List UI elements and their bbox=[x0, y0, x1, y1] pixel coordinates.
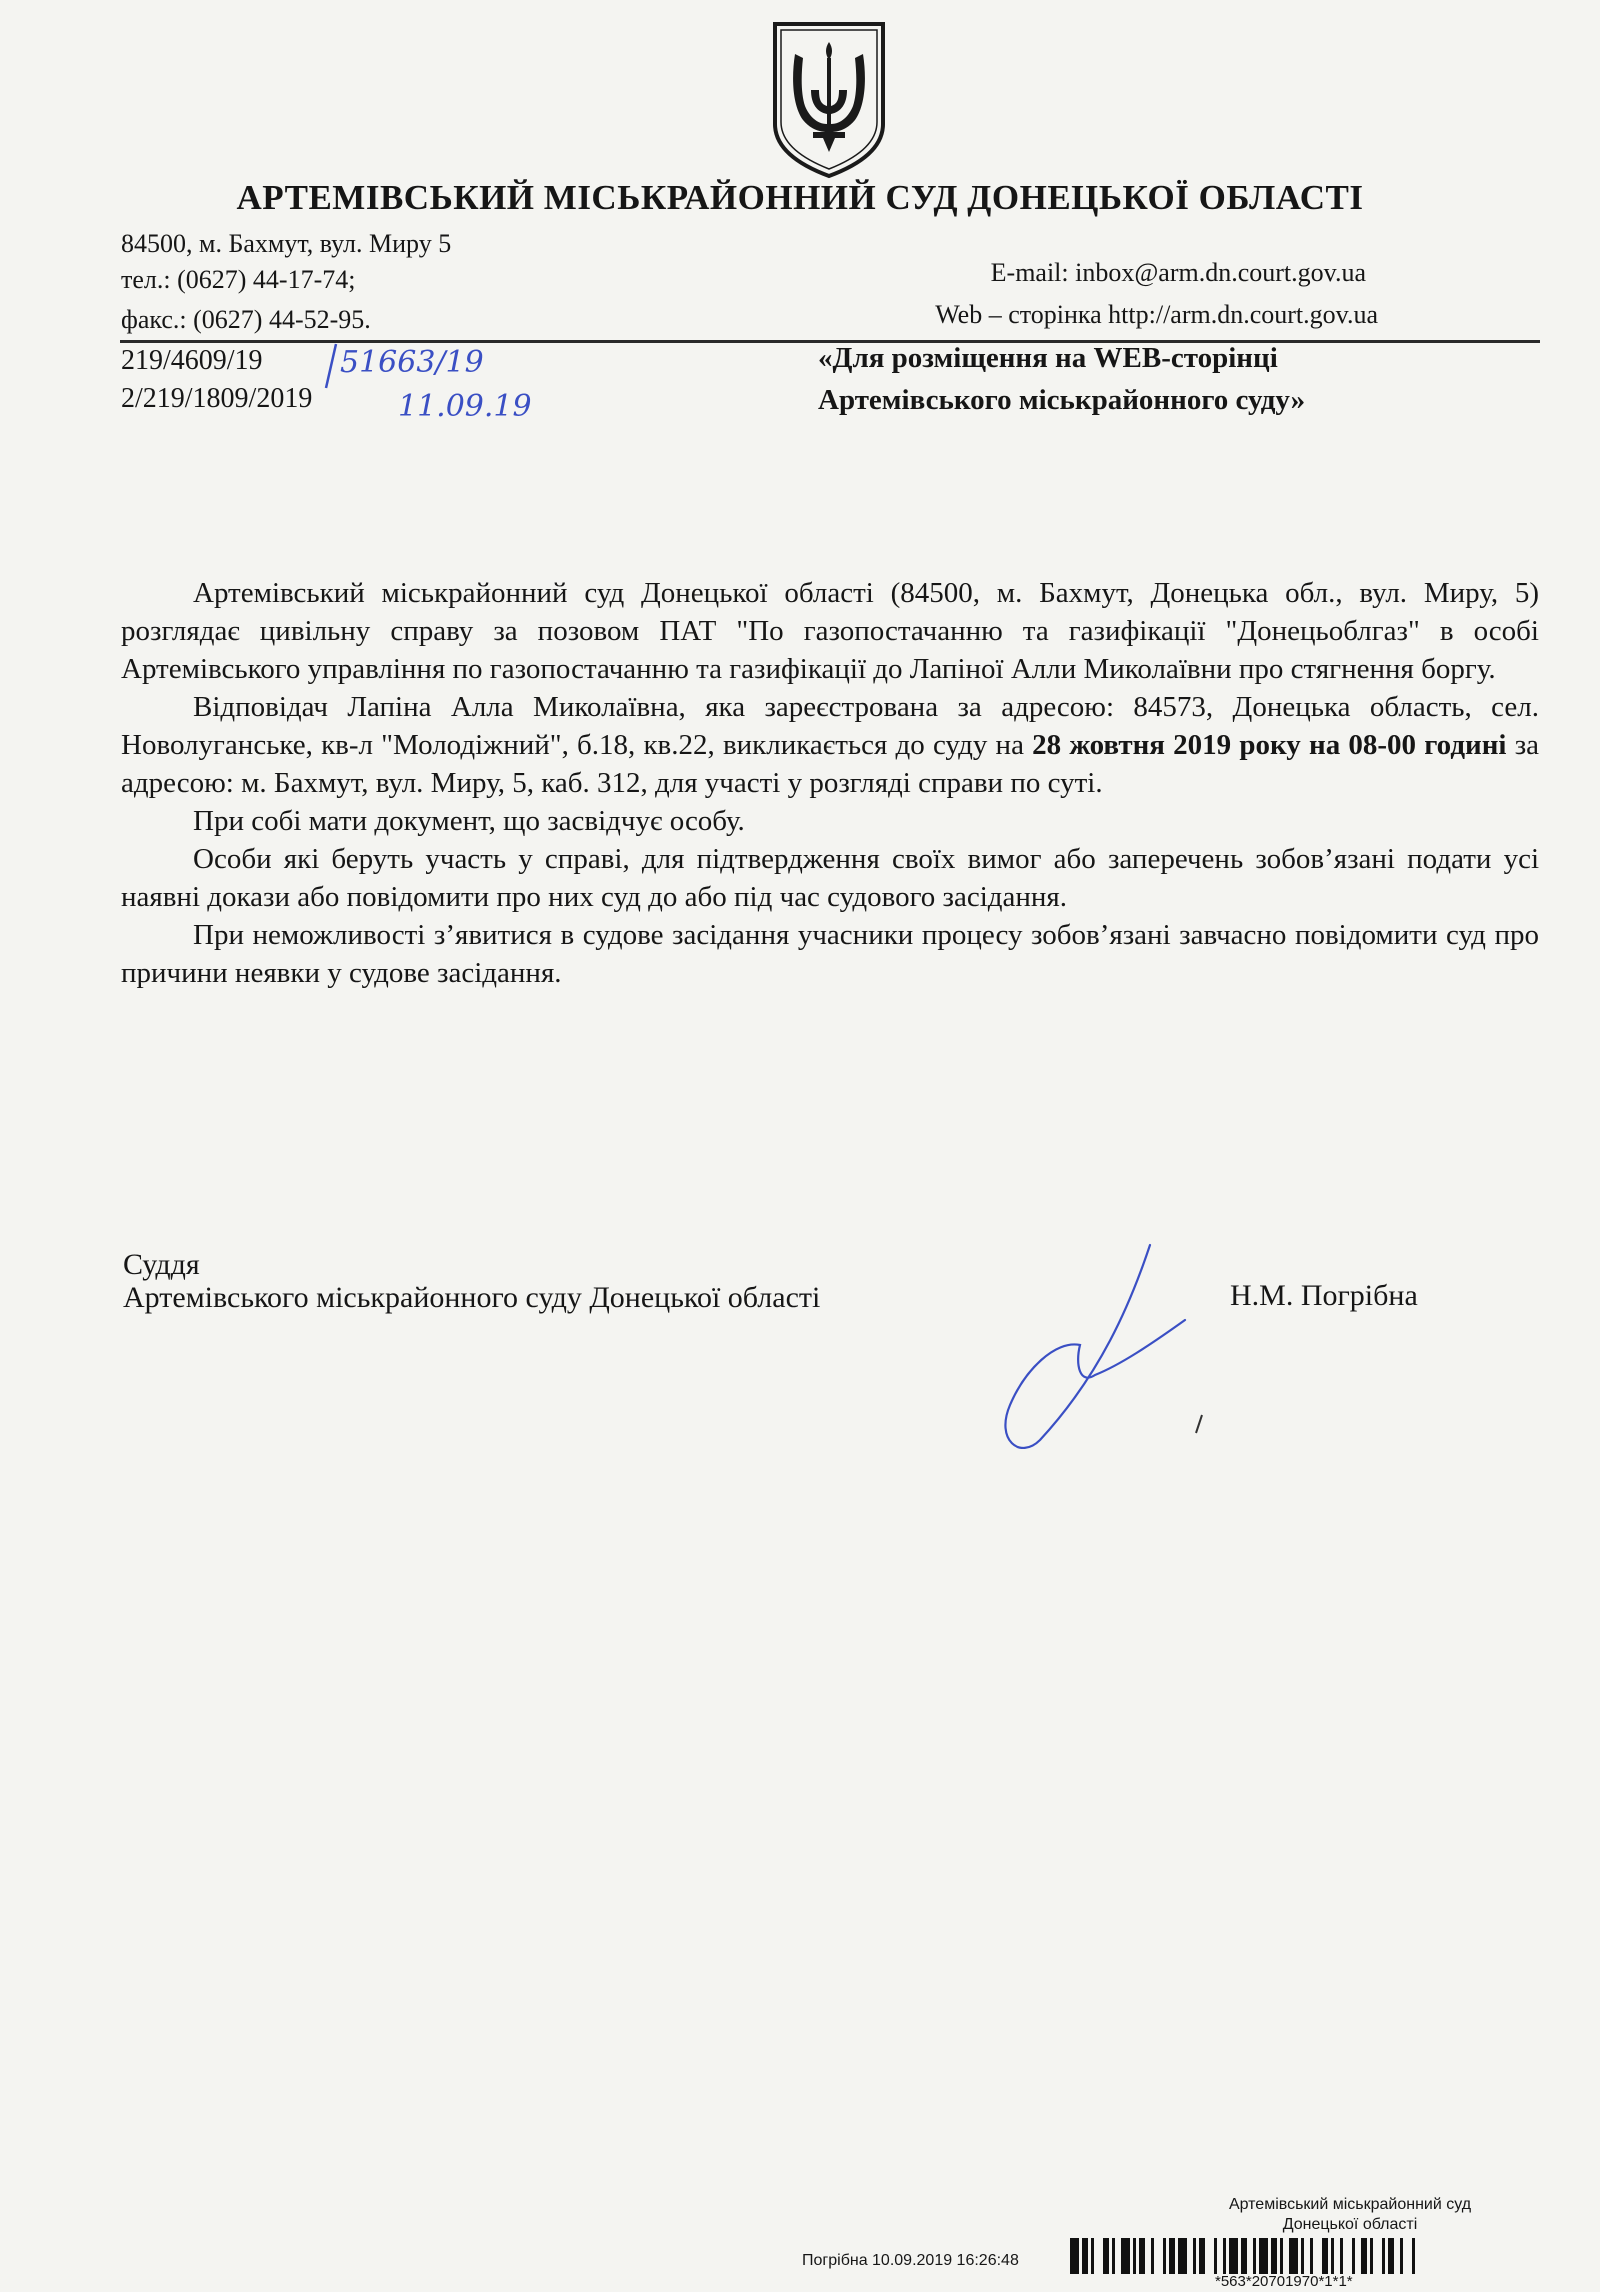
barcode-bar bbox=[1199, 2238, 1205, 2274]
barcode-bar bbox=[1388, 2238, 1394, 2274]
court-website: Web – сторінка http://arm.dn.court.gov.ua bbox=[935, 300, 1378, 329]
case-number: 219/4609/19 bbox=[121, 345, 263, 376]
barcode-bar bbox=[1163, 2238, 1166, 2274]
handwritten-date: 11.09.19 bbox=[398, 389, 532, 424]
registration-author-time: Погрібна 10.09.2019 16:26:48 bbox=[802, 2252, 1019, 2269]
judge-signature bbox=[980, 1225, 1220, 1455]
web-publication-note bbox=[818, 337, 1305, 421]
barcode-text: *563*20701970*1*1* bbox=[1215, 2273, 1353, 2290]
paragraph-absence-notice: При неможливості з’явитися в судове засідання учасники процесу зобов’язані завчасно повідомити суд про причини неявки у судове засідання. bbox=[121, 919, 1539, 989]
barcode-bar bbox=[1112, 2238, 1115, 2274]
barcode-bar bbox=[1310, 2238, 1313, 2274]
barcode-bar bbox=[1280, 2238, 1283, 2274]
court-phone: тел.: (0627) 44-17-74; bbox=[121, 265, 356, 294]
paragraph-evidence: Особи які беруть участь у справі, для підтвердження своїх вимог або заперечень зобов’язані подати усі наявні докази або повідомити про них суд до або під час судового засідання. bbox=[121, 843, 1539, 913]
barcode-bar bbox=[1151, 2238, 1154, 2274]
barcode-bar bbox=[1400, 2238, 1403, 2274]
barcode-bar bbox=[1271, 2238, 1277, 2274]
judge-title: Суддя bbox=[123, 1248, 200, 1281]
barcode-bar bbox=[1133, 2238, 1136, 2274]
paragraph-summons: Відповідач Лапіна Алла Миколаївна, яка зареєстрована за адресою: 84573, Донецька область, сел. Новолуганське, кв-л "Молодіжний", б.18, кв.22, викликається до суду на 28 жовтня 2019 року на 08-00 годині за адресою: м. Бахмут, вул. Миру, 5, каб. 312, для участі у розгляді справи по суті. bbox=[121, 691, 1540, 799]
barcode-bar bbox=[1259, 2238, 1268, 2274]
web-note-line2: Артемівського міськрайонного суду» bbox=[818, 384, 1306, 416]
court-address: 84500, м. Бахмут, вул. Миру 5 bbox=[121, 229, 452, 258]
judge-court: Артемівського міськрайонного суду Донецької області bbox=[123, 1281, 821, 1314]
coat-of-arms-icon bbox=[767, 20, 891, 180]
hearing-datetime: 28 жовтня 2019 року на 08-00 годині bbox=[1032, 729, 1507, 761]
barcode-bar bbox=[1253, 2238, 1256, 2274]
barcode-bar bbox=[1382, 2238, 1385, 2274]
proceeding-number: 2/219/1809/2019 bbox=[121, 383, 313, 414]
court-fax: факс.: (0627) 44-52-95. bbox=[121, 305, 371, 334]
barcode-bar bbox=[1091, 2238, 1094, 2274]
handwritten-number: 51663/19 bbox=[340, 345, 484, 380]
registration-stamp: Артемівський міськрайонний суд Донецької області bbox=[1228, 2196, 1472, 2233]
barcode-bar bbox=[1193, 2238, 1196, 2274]
web-note-line1: «Для розміщення на WEB-сторінці bbox=[818, 342, 1278, 374]
barcode-bar bbox=[1361, 2238, 1367, 2274]
court-email: E-mail: inbox@arm.dn.court.gov.ua bbox=[990, 258, 1366, 287]
barcode-bar bbox=[1178, 2238, 1187, 2274]
paragraph-case-description: Артемівський міськрайонний суд Донецької області (84500, м. Бахмут, Донецька обл., вул. Миру, 5) розглядає цивільну справу за позовом ПАТ "По газопостачанню та газифікації "Донецьоблгаз" в особі Артемівського управління по газопостачанню та газифікації до Лапіної Алли Миколаївни про стягнення боргу. bbox=[121, 577, 1539, 685]
barcode-bar bbox=[1370, 2238, 1373, 2274]
barcode-bar bbox=[1331, 2238, 1334, 2274]
document-barcode bbox=[1070, 2238, 1550, 2274]
barcode-bar bbox=[1229, 2238, 1238, 2274]
barcode-bar bbox=[1070, 2238, 1079, 2274]
barcode-bar bbox=[1322, 2238, 1328, 2274]
barcode-bar bbox=[1214, 2238, 1217, 2274]
barcode-bar bbox=[1082, 2238, 1088, 2274]
barcode-bar bbox=[1352, 2238, 1355, 2274]
barcode-bar bbox=[1289, 2238, 1298, 2274]
court-title: АРТЕМІВСЬКИЙ МІСЬКРАЙОННИЙ СУД ДОНЕЦЬКОЇ ОБЛАСТІ bbox=[236, 178, 1364, 217]
barcode-bar bbox=[1241, 2238, 1247, 2274]
barcode-bar bbox=[1103, 2238, 1109, 2274]
barcode-bar bbox=[1169, 2238, 1175, 2274]
barcode-bar bbox=[1340, 2238, 1343, 2274]
barcode-bar bbox=[1139, 2238, 1145, 2274]
notice-body bbox=[121, 574, 1539, 992]
handwritten-registration bbox=[288, 336, 608, 436]
barcode-bar bbox=[1301, 2238, 1304, 2274]
barcode-bar bbox=[1412, 2238, 1415, 2274]
barcode-bar bbox=[1223, 2238, 1226, 2274]
paragraph-id-document: При собі мати документ, що засвідчує особу. bbox=[193, 805, 745, 837]
barcode-bar bbox=[1121, 2238, 1130, 2274]
judge-name: Н.М. Погрібна bbox=[1230, 1279, 1418, 1312]
